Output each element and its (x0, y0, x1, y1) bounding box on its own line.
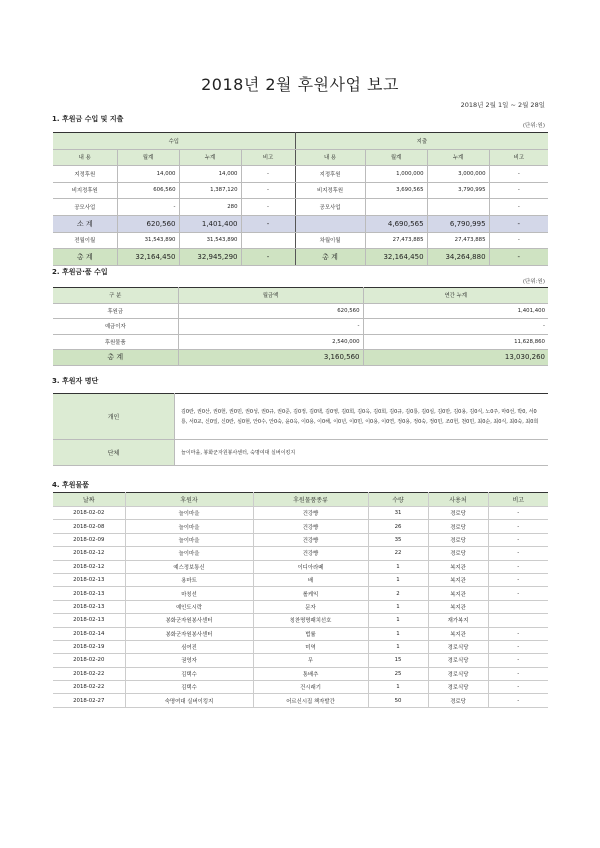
cell: 32,164,450 (365, 249, 427, 266)
cell: 280 (179, 199, 241, 216)
col-header: 비고 (241, 149, 295, 166)
table-row (53, 182, 548, 199)
cell: 총 계 (53, 350, 178, 366)
cell: 총 계 (295, 249, 365, 266)
cell: 소 계 (53, 215, 117, 232)
cell: 비지정후원 (295, 182, 365, 199)
cell: 2018-02-13 (53, 614, 125, 627)
section1-unit: (단위:원) (522, 123, 545, 129)
cell: - (489, 182, 548, 199)
cell: 미역 (253, 640, 368, 653)
section2-heading: 2. 후원금·품 수입 (52, 268, 108, 276)
cell: 1,000,000 (365, 166, 427, 183)
col-header: 누계 (427, 149, 489, 166)
cell: 늘이마을 (125, 520, 253, 533)
carry-row (53, 232, 548, 249)
table-row (53, 533, 548, 546)
table-row (53, 681, 548, 694)
individual-label: 개인 (53, 394, 175, 440)
cell: 어르신시집 책자발간 (253, 694, 368, 707)
col-header: 후원물품종류 (253, 493, 368, 507)
cell: 후원금 (53, 303, 178, 319)
cell (488, 600, 548, 613)
individual-row (53, 394, 548, 440)
cell: 1 (368, 640, 428, 653)
table-row (53, 573, 548, 586)
cell: 복지관 (428, 587, 488, 600)
cell: 606,560 (117, 182, 179, 199)
cell: 3,690,565 (365, 182, 427, 199)
cell: 배 (253, 573, 368, 586)
cell: 숙명여대 실버이킹지 (125, 694, 253, 707)
col-header: 비고 (488, 493, 548, 507)
col-header: 연간 누계 (363, 288, 548, 304)
cell: 31 (368, 507, 428, 520)
table-row (53, 600, 548, 613)
cell: 경로식당 (428, 681, 488, 694)
table-row (53, 199, 548, 216)
cell: 복지관 (428, 560, 488, 573)
cell: 늘이마을 (125, 547, 253, 560)
cell: 건시래기 (253, 681, 368, 694)
cell: 2018-02-02 (53, 507, 125, 520)
table-row (53, 520, 548, 533)
cell: 2018-02-20 (53, 654, 125, 667)
cell: 3,160,560 (178, 350, 363, 366)
table-row (53, 166, 548, 183)
donated-goods-table (53, 492, 548, 708)
cell: 15 (368, 654, 428, 667)
cell: 예스정보통신 (125, 560, 253, 573)
cell: 1 (368, 627, 428, 640)
cell: 1,387,120 (179, 182, 241, 199)
cell: 31,543,890 (117, 232, 179, 249)
cell: 늘이마을 (125, 533, 253, 546)
cell: 2,540,000 (178, 334, 363, 350)
group-label: 단체 (53, 440, 175, 466)
expense-header: 지출 (295, 133, 548, 150)
cell: 1,401,400 (179, 215, 241, 232)
cell: 27,473,885 (427, 232, 489, 249)
cell: - (363, 319, 548, 335)
col-header: 날짜 (53, 493, 125, 507)
cell: 법률 (253, 627, 368, 640)
cell: 경로식당 (428, 640, 488, 653)
cell: 권영자 (125, 654, 253, 667)
cell: - (488, 507, 548, 520)
cell: 건강빵 (253, 507, 368, 520)
cell: 1 (368, 614, 428, 627)
table-row (53, 560, 548, 573)
col-header: 비고 (489, 149, 548, 166)
cell: - (488, 667, 548, 680)
cell: 경로식당 (428, 667, 488, 680)
section2-unit: (단위:원) (522, 279, 545, 285)
cell: 34,264,880 (427, 249, 489, 266)
cell: 14,000 (117, 166, 179, 183)
cell: 31,543,890 (179, 232, 241, 249)
cell: - (488, 694, 548, 707)
donation-income-table (53, 287, 548, 366)
cell: 경로당 (428, 547, 488, 560)
col-header: 월계 (365, 149, 427, 166)
cell: 복지관 (428, 600, 488, 613)
table-row (53, 507, 548, 520)
cell: - (488, 573, 548, 586)
group-names: 늘이마을, 봉화군자원봉사센터, 숙명여대 실버이킹지 (175, 440, 549, 466)
cell: 칭찬명명패치선호 (253, 614, 368, 627)
income-expense-group-header (53, 133, 548, 150)
cell: 27,473,885 (365, 232, 427, 249)
cell: 2018-02-12 (53, 560, 125, 573)
table-row (53, 627, 548, 640)
table-row (53, 319, 548, 335)
cell: 문자 (253, 600, 368, 613)
cell: 1 (368, 600, 428, 613)
cell (365, 199, 427, 216)
subtotal-row (53, 215, 548, 232)
cell: - (241, 166, 295, 183)
cell: 35 (368, 533, 428, 546)
col-header: 누계 (179, 149, 241, 166)
col-header: 월계 (117, 149, 179, 166)
cell: 용마트 (125, 573, 253, 586)
cell: 건강빵 (253, 547, 368, 560)
cell: - (489, 249, 548, 266)
cell: 50 (368, 694, 428, 707)
cell: 복지관 (428, 627, 488, 640)
cell: - (488, 587, 548, 600)
table-row (53, 694, 548, 707)
total-row (53, 350, 548, 366)
cell: 3,790,995 (427, 182, 489, 199)
cell: - (241, 199, 295, 216)
cell: 2018-02-13 (53, 587, 125, 600)
cell: 김택수 (125, 667, 253, 680)
cell: 봉화군자원봉사센터 (125, 627, 253, 640)
cell: - (489, 199, 548, 216)
table-row (53, 614, 548, 627)
cell: 늘이마을 (125, 507, 253, 520)
cell: 경로식당 (428, 654, 488, 667)
cell: 32,945,290 (179, 249, 241, 266)
cell: 26 (368, 520, 428, 533)
col-header: 월금액 (178, 288, 363, 304)
cell: 1 (368, 573, 428, 586)
table-row (53, 640, 548, 653)
cell: - (488, 681, 548, 694)
cell: 2018-02-19 (53, 640, 125, 653)
cell: 경로당 (428, 533, 488, 546)
cell: 1,401,400 (363, 303, 548, 319)
table-row (53, 547, 548, 560)
cell: - (178, 319, 363, 335)
cell: - (488, 533, 548, 546)
cell: 재가복지 (428, 614, 488, 627)
cell: - (489, 215, 548, 232)
cell: 1 (368, 560, 428, 573)
cell: 1 (368, 681, 428, 694)
section1-heading: 1. 후원금 수입 및 지출 (52, 115, 124, 123)
cell: 2018-02-12 (53, 547, 125, 560)
cell: 심여진 (125, 640, 253, 653)
cell: - (241, 249, 295, 266)
cell: 2018-02-13 (53, 573, 125, 586)
cell: 봉화군자원봉사센터 (125, 614, 253, 627)
col-header: 수량 (368, 493, 428, 507)
cell: 건강빵 (253, 533, 368, 546)
table-row (53, 667, 548, 680)
cell: 32,164,450 (117, 249, 179, 266)
cell: 마칭선 (125, 587, 253, 600)
cell: 이디아라떼 (253, 560, 368, 573)
col-header: 내 용 (53, 149, 117, 166)
cell: 지정후원 (53, 166, 117, 183)
report-period: 2018년 2월 1일 ~ 2월 28일 (460, 101, 545, 109)
cell: 전월이월 (53, 232, 117, 249)
cell: 25 (368, 667, 428, 680)
cell: 복지관 (428, 573, 488, 586)
table-row (53, 587, 548, 600)
cell: 지정후원 (295, 166, 365, 183)
table-row (53, 654, 548, 667)
cell: 2 (368, 587, 428, 600)
section4-heading: 4. 후원물품 (52, 481, 90, 489)
cell: 14,000 (179, 166, 241, 183)
cell: 620,560 (178, 303, 363, 319)
cell (295, 215, 365, 232)
individual-names: 김0란, 권0산, 권0헌, 권0민, 권0성, 권0규, 권0준, 김0정, 김0택, 김0영, 김0희, 김0옥, 김0희, 김0규, 김0룡, 김0심, 김0만, 김0용, 김0식, 노0주, 마0선, 박0, 서0룡, 서0교, 신0일, 신0란, 심0현, 안0수, 안0숙, 윤0옥, 이0용, 이0해, 이0년, 이0민, 이0용, 이0연, 정0용, 정0숙, 정0민, 조0헌, 천0민, 최0순, 최0식, 최0숙, 최0희 (175, 394, 549, 440)
group-row (53, 440, 548, 466)
cell: 총 계 (53, 249, 117, 266)
cell: 건강빵 (253, 520, 368, 533)
cell: 620,560 (117, 215, 179, 232)
donor-list-table (53, 393, 548, 466)
cell: - (241, 182, 295, 199)
cell: 22 (368, 547, 428, 560)
cell: 예인도시락 (125, 600, 253, 613)
section3-heading: 3. 후원자 명단 (52, 377, 99, 385)
cell: - (488, 640, 548, 653)
cell: 경로당 (428, 694, 488, 707)
col-header: 사용처 (428, 493, 488, 507)
cell: 롤케익 (253, 587, 368, 600)
cell: - (489, 166, 548, 183)
income-expense-column-header (53, 149, 548, 166)
cell: 김택수 (125, 681, 253, 694)
cell: 6,790,995 (427, 215, 489, 232)
cell: 3,000,000 (427, 166, 489, 183)
table-row (53, 334, 548, 350)
cell: 2018-02-08 (53, 520, 125, 533)
cell: 비지정후원 (53, 182, 117, 199)
cell (427, 199, 489, 216)
cell: 통배추 (253, 667, 368, 680)
cell: - (488, 560, 548, 573)
table-header (53, 493, 548, 507)
cell: 차월이월 (295, 232, 365, 249)
cell: 경로당 (428, 507, 488, 520)
cell: 무 (253, 654, 368, 667)
col-header: 내 용 (295, 149, 365, 166)
total-row (53, 249, 548, 266)
cell: 13,030,260 (363, 350, 548, 366)
cell: 2018-02-22 (53, 681, 125, 694)
report-title: 2018년 2월 후원사업 보고 (201, 75, 399, 94)
cell: - (488, 547, 548, 560)
cell: 11,628,860 (363, 334, 548, 350)
col-header: 후원자 (125, 493, 253, 507)
cell: 2018-02-13 (53, 600, 125, 613)
table-row (53, 303, 548, 319)
cell: 4,690,565 (365, 215, 427, 232)
income-header: 수입 (53, 133, 295, 150)
cell: 예금이자 (53, 319, 178, 335)
cell: - (241, 215, 295, 232)
cell: - (489, 232, 548, 249)
cell: - (488, 520, 548, 533)
cell: 경로당 (428, 520, 488, 533)
cell: 2018-02-27 (53, 694, 125, 707)
cell: 2018-02-09 (53, 533, 125, 546)
cell (488, 614, 548, 627)
cell: - (488, 627, 548, 640)
cell: - (488, 654, 548, 667)
cell: 후원물품 (53, 334, 178, 350)
cell: 공모사업 (53, 199, 117, 216)
cell: 2018-02-22 (53, 667, 125, 680)
income-expense-table (53, 132, 548, 266)
cell: 공모사업 (295, 199, 365, 216)
cell (241, 232, 295, 249)
table-header (53, 288, 548, 304)
cell: 2018-02-14 (53, 627, 125, 640)
cell: - (117, 199, 179, 216)
col-header: 구 분 (53, 288, 178, 304)
